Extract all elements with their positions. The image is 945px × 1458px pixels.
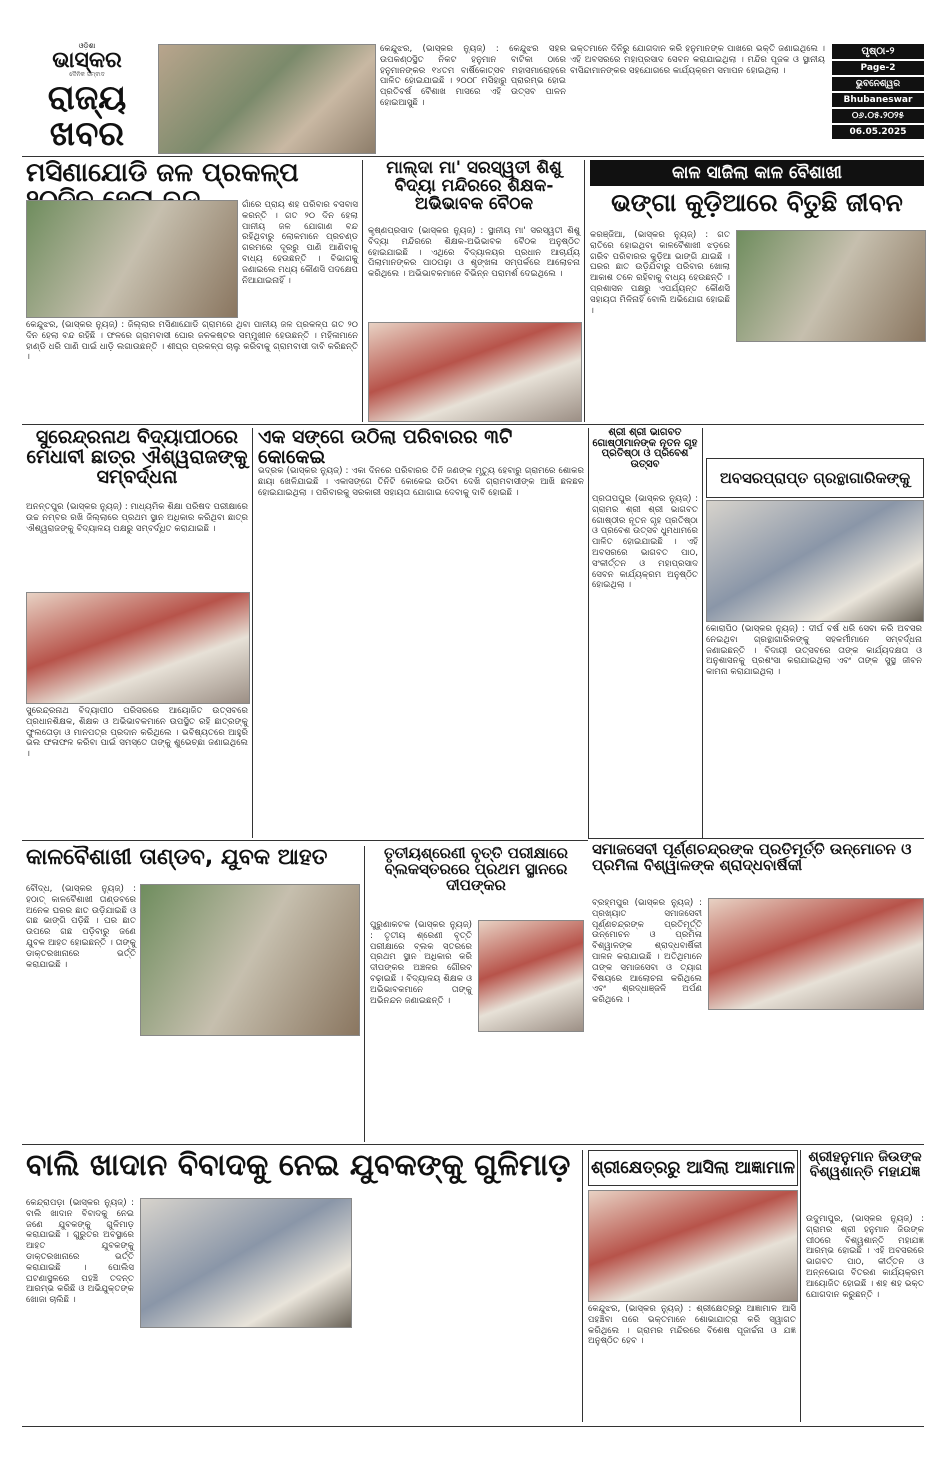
text-saraswati-p: କୃଷ୍ଣପ୍ରସାଦ (ଭାସ୍କର ନ୍ୟୁଜ୍) : ସ୍ଥାନୀୟ ମା' ସରସ୍ୱତୀ ଶିଶୁ ବିଦ୍ୟା ମନ୍ଦିରରେ ଶିକ୍ଷକ-ଅଭିଭାବକ ବୈଠକ ଅନୁଷ୍ଠିତ ହୋଇଯାଇଛି । ଏଥିରେ ବିଦ୍ୟାଳୟର ପ୍ରଧାନ ଆଚାର୍ଯ୍ୟ ପିଲାମାନଙ୍କର ପାଠପଢ଼ା ଓ ଶୃଙ୍ଖଳା ସମ୍ପର୍କରେ ଆଲୋଚନା କରିଥିଲେ । ଅଭିଭାବକମାନେ ବିଭିନ୍ନ ପରାମର୍ଶ ଦେଇଥିଲେ ।: [368, 226, 580, 280]
divider: [588, 838, 924, 839]
headline-tandava: କାଳବୈଶାଖୀ ତାଣ୍ଡବ, ଯୁବକ ଆହତ: [26, 845, 328, 870]
text-dipankar-p: ପୁରୁଣାକଟକ (ଭାସ୍କର ନ୍ୟୁଜ୍) : ତୃତୀୟ ଶ୍ରେଣୀ ବୃତ୍ତି ପରୀକ୍ଷାରେ ବ୍ଲକ ସ୍ତରରେ ପ୍ରଥମ ସ୍ଥାନ ଅଧିକାର କରି ଦୀପଙ୍କର ଅଞ୍ଚଳର ଗୌରବ ବଢ଼ାଇଛି । ବିଦ୍ୟାଳୟ ଶିକ୍ଷକ ଓ ଅଭିଭାବକମାନେ ତାଙ୍କୁ ଅଭିନନ୍ଦନ ଜଣାଇଛନ୍ତି ।: [370, 920, 472, 1006]
headline-ajnyamala: ଶ୍ରୀକ୍ଷେତ୍ରରୁ ଆସିଲା ଆଜ୍ଞାମାଳ: [588, 1150, 798, 1186]
text-surendranath-top: [26, 502, 248, 588]
page-info-box: [832, 44, 924, 154]
headline-bali: ବାଲି ଖାଦାନ ବିବାଦକୁ ନେଇ ଯୁବକଙ୍କୁ ଗୁଳିମାଡ଼: [26, 1148, 571, 1183]
brand-small: ଓଡ଼ିଶା: [78, 42, 96, 50]
page-number-or: ପୃଷ୍ଠା-୨: [832, 44, 924, 59]
section-title-line1: ରାଜ୍ୟ: [47, 78, 127, 118]
divider: [22, 156, 924, 157]
date-en: 06.05.2025: [832, 125, 924, 139]
divider: [22, 1144, 924, 1145]
text-cocaine: [258, 466, 584, 836]
text-cocaine-p: ଭଦ୍ରକ (ଭାସ୍କର ନ୍ୟୁଜ୍) : ଏକା ଦିନରେ ପରିବାରର ତିନି ଜଣଙ୍କ ମୃତ୍ୟୁ ହେବାରୁ ଗ୍ରାମରେ ଶୋକର ଛାୟା ଖେଳିଯାଇଛି । ଏକାସଙ୍ଗେ ତିନିଟି କୋକେଇ ଉଠିବା ଦେଖି ଗ୍ରାମବାସୀଙ୍କ ଆଖି ଛଳଛଳ ହୋଇଯାଇଥିଲା । ପରିବାରକୁ ସରକାରୀ ସହାୟତା ଯୋଗାଇ ଦେବାକୁ ଦାବି ହୋଇଛି ।: [258, 466, 584, 498]
text-masinajodi-bottom-p: କେନ୍ଦୁଝର, (ଭାସ୍କର ନ୍ୟୁଜ୍) : ଜିଲ୍ଲାର ମସିଣାଯୋଡି ଗ୍ରାମରେ ଥିବା ପାନୀୟ ଜଳ ପ୍ରକଳ୍ପ ଗତ ୨୦ ଦିନ ହେଲା ବନ୍ଦ ରହିଛି । ଫଳରେ ଗ୍ରାମବାସୀ ଘୋର ଜଳକଷ୍ଟର ସମ୍ମୁଖୀନ ହେଉଛନ୍ତି । ମହିଳାମାନେ ହାଣ୍ଡି ଧରି ପାଣି ପାଇଁ ଧାଡ଼ି ଲଗାଉଛନ୍ତି । ଶୀଘ୍ର ପ୍ରକଳ୍ପ ଚାଲୁ କରିବାକୁ ଗ୍ରାମବାସୀ ଦାବି କରିଛନ୍ତି ।: [26, 320, 358, 363]
kicker-kalbaisakhi: କାଳ ସାଜିଲା କାଳ ବୈଶାଖୀ: [590, 160, 924, 186]
text-masinajodi-bottom: [26, 320, 358, 420]
headline-dipankar: ତୃତୀୟଶ୍ରେଣୀ ବୃତ୍ତି ପରୀକ୍ଷାରେ ବ୍ଲକସ୍ତରରେ ପ୍ରଥମ ସ୍ଥାନରେ ଦୀପଙ୍କର: [383, 844, 569, 894]
headline-librarian: ଅବସରପ୍ରାପ୍ତ ଗ୍ରନ୍ଥାଗାରିକଙ୍କୁ: [706, 458, 924, 498]
brand-logo: ଭାସ୍କର: [52, 48, 122, 73]
text-librarian: [706, 624, 922, 836]
divider: [702, 428, 703, 838]
text-saraswati: [368, 226, 580, 318]
photo-surendranath: [26, 592, 250, 704]
headline-cocaine: ଏକ ସଙ୍ଗେ ଉଠିଲା ପରିବାରର ୩ଟି କୋକେଇ: [258, 426, 513, 468]
photo-bali: [140, 1198, 352, 1328]
text-librarian-p: କୋରାପିଠ (ଭାସ୍କର ନ୍ୟୁଜ୍) : ଦୀର୍ଘ ବର୍ଷ ଧରି ସେବା କରି ଅବସର ନେଇଥିବା ଗ୍ରନ୍ଥାଗାରିକଙ୍କୁ ସହକର୍ମୀମାନେ ସମ୍ବର୍ଦ୍ଧନା ଜଣାଇଛନ୍ତି । ବିଦାୟୀ ଉତ୍ସବରେ ତାଙ୍କ କାର୍ଯ୍ୟଦକ୍ଷତା ଓ ଅନୁଶାସନକୁ ପ୍ରଶଂସା କରାଯାଇଥିଲା ଏବଂ ତାଙ୍କ ସୁସ୍ଥ ଜୀବନ କାମନା କରାଯାଇଥିଲା ।: [706, 624, 922, 678]
text-surendranath-top-p: ଅନନ୍ତପୁର (ଭାସ୍କର ନ୍ୟୁଜ୍) : ମାଧ୍ୟମିକ ଶିକ୍ଷା ପରିଷଦ ପରୀକ୍ଷାରେ ଉଚ୍ଚ ନମ୍ବର ରଖି ଜିଲ୍ଲାରେ ପ୍ରଥମ ସ୍ଥାନ ଅଧିକାର କରିଥିବା ଛାତ୍ର ଐଶ୍ୱରାଜଙ୍କୁ ବିଦ୍ୟାଳୟ ପକ୍ଷରୁ ସମ୍ବର୍ଦ୍ଧିତ କରାଯାଇଛି ।: [26, 502, 248, 534]
text-hanuman-p: ଉଦୁମାପୁର, (ଭାସ୍କର ନ୍ୟୁଜ୍) : ଗ୍ରାମର ଶ୍ରୀ ହନୁମାନ ଜିଉଙ୍କ ପୀଠରେ ବିଶ୍ୱଶାନ୍ତି ମହାଯଜ୍ଞ ଆରମ୍ଭ ହୋଇଛି । ଏହି ଅବସରରେ ଭାଗବତ ପାଠ, କୀର୍ତ୍ତନ ଓ ଅନ୍ନଭୋଗ ବିତରଣ କାର୍ଯ୍ୟକ୍ରମ ଆୟୋଜିତ ହୋଇଛି । ଶହ ଶହ ଭକ୍ତ ଯୋଗଦାନ କରୁଛନ୍ତି ।: [806, 1214, 924, 1300]
photo-saraswati: [368, 322, 582, 422]
divider: [252, 428, 253, 838]
headline-hanuman: ଶ୍ରୀହନୁମାନ ଜିଉଙ୍କ ବିଶ୍ୱଶାନ୍ତି ମହାଯଜ୍ଞ: [808, 1149, 922, 1180]
text-kalbaisakhi-p: କରଞ୍ଜିଆ, (ଭାସ୍କର ନ୍ୟୁଜ୍) : ଗତ ରାତିରେ ହୋଇଥିବା କାଳବୈଶାଖୀ ଝଡ଼ରେ ଗରିବ ପରିବାରର କୁଡ଼ିଆ ଭାଙ୍ଗି ଯାଇଛି । ଘରର ଛାତ ଉଡ଼ିଯିବାରୁ ପରିବାର ଖୋଲା ଆକାଶ ତଳେ ରହିବାକୁ ବାଧ୍ୟ ହେଉଛନ୍ତି । ପ୍ରଶାସନ ପକ୍ଷରୁ ଏପର୍ଯ୍ୟନ୍ତ କୌଣସି ସହାୟତା ମିଳିନାହିଁ ବୋଲି ଅଭିଯୋଗ ହୋଇଛି ।: [590, 230, 730, 316]
divider: [800, 1150, 801, 1422]
top-story-text-2: ଭକ୍ତମାନେ ଦିନିରୁ ଯୋଗଦାନ କରି ହନୁମାନଙ୍କ ପାଖରେ ଭକ୍ତି ଜଣାଇଥିଲେ । ଏହି ଅବସରରେ ମହାପ୍ରସାଦ ସେବନ କରାଯାଇଥିଲା । ମନ୍ଦିର ପୂଜକ ଓ ସ୍ଥାନୀୟ ବାସିନ୍ଦାମାନଙ୍କର ସହଯୋଗରେ କାର୍ଯ୍ୟକ୍ରମ ସମାପନ ହୋଇଥିଲା ।: [570, 44, 825, 76]
divider: [588, 428, 589, 838]
photo-ajnyamala: [588, 1190, 798, 1302]
photo-tandava: [140, 884, 360, 1036]
headline-surendranath: ସୁରେନ୍ଦ୍ରନାଥ ବିଦ୍ୟାପୀଠରେ ମେଧାବୀ ଛାତ୍ର ଐଶ୍ୱରାଜଙ୍କୁ ସମ୍ବର୍ଦ୍ଧନା: [26, 426, 248, 488]
brand-tag: ଦୈନିକ ସମ୍ବାଦ: [69, 71, 105, 78]
text-kalbaisakhi: [590, 230, 730, 420]
text-bali-p: କେନ୍ଦ୍ରାପଡ଼ା (ଭାସ୍କର ନ୍ୟୁଜ୍) : ବାଲି ଖାଦାନ ବିବାଦକୁ ନେଇ ଜଣେ ଯୁବକଙ୍କୁ ଗୁଳିମାଡ଼ କରାଯାଇଛି । ଗୁରୁତର ଅବସ୍ଥାରେ ଆହତ ଯୁବକଙ୍କୁ ଡାକ୍ତରଖାନାରେ ଭର୍ତ୍ତି କରାଯାଇଛି । ପୋଲିସ ଘଟଣାସ୍ଥଳରେ ପହଞ୍ଚି ତଦନ୍ତ ଆରମ୍ଭ କରିଛି ଓ ଅଭିଯୁକ୍ତଙ୍କ ଖୋଜା ଚାଲିଛି ।: [26, 1198, 134, 1306]
city-or: ଭୁବନେଶ୍ୱର: [832, 77, 924, 91]
top-story-col2: [570, 44, 825, 152]
divider: [22, 424, 924, 425]
headline-statue: ସମାଜସେବୀ ପୂର୍ଣ୍ଣଚନ୍ଦ୍ରଙ୍କ ପ୍ରତିମୂର୍ତ୍ତି ଉନ୍ମୋଚନ ଓ ପ୍ରମିଳା ବିଶ୍ୱାଳଙ୍କ ଶ୍ରାଦ୍ଧବାର୍ଷିକୀ: [592, 840, 912, 874]
text-statue: [592, 898, 702, 1142]
headline-kalbaisakhi: ଭଙ୍ଗା କୁଡ଼ିଆରେ ବିତୁଛି ଜୀବନ: [611, 188, 903, 217]
top-story-col1: [380, 44, 566, 152]
text-ajnyamala-p: କେନ୍ଦୁଝର, (ଭାସ୍କର ନ୍ୟୁଜ୍) : ଶ୍ରୀକ୍ଷେତ୍ରରୁ ଆଜ୍ଞାମାଳ ଆସି ପହଞ୍ଚିବା ପରେ ଭକ୍ତମାନେ ଶୋଭାଯାତ୍ରା କରି ସ୍ୱାଗତ କରିଥିଲେ । ଗ୍ରାମର ମନ୍ଦିରରେ ବିଶେଷ ପୂଜାର୍ଚ୍ଚନା ଓ ଯଜ୍ଞ ଅନୁଷ୍ଠିତ ହେବ ।: [588, 1304, 796, 1347]
masthead: [22, 42, 152, 152]
text-tandava: [26, 884, 136, 1140]
divider: [584, 160, 585, 422]
text-dipankar: [370, 920, 472, 1140]
section-title-line2: ଖବର: [49, 114, 125, 154]
text-surendranath-bottom: [26, 706, 248, 836]
photo-dipankar: [478, 920, 584, 1032]
text-gosthi: [592, 494, 698, 838]
headline-saraswati: ମାଲ୍ଦା ମା' ସରସ୍ୱତୀ ଶିଶୁ ବିଦ୍ୟା ମନ୍ଦିରରେ ଶିକ୍ଷକ-ଅଭିଭାବକ ବୈଠକ: [386, 158, 562, 214]
divider: [22, 840, 588, 841]
date-or: ୦୬.୦୫.୨୦୨୫: [832, 109, 924, 123]
text-gosthi-p: ପ୍ରତାପପୁର (ଭାସ୍କର ନ୍ୟୁଜ୍) : ଗ୍ରାମର ଶ୍ରୀ ଶ୍ରୀ ଭାଗବତ ଗୋଷ୍ଠୀର ନୂତନ ଗୃହ ପ୍ରତିଷ୍ଠା ଓ ପ୍ରବେଶ ଉତ୍ସବ ଧୁମଧାମରେ ପାଳିତ ହୋଇଯାଇଛି । ଏହି ଅବସରରେ ଭାଗବତ ପାଠ, ସଂକୀର୍ତ୍ତନ ଓ ମହାପ୍ରସାଦ ସେବନ କାର୍ଯ୍ୟକ୍ରମ ଅନୁଷ୍ଠିତ ହୋଇଥିଲା ।: [592, 494, 698, 591]
text-surendranath-bottom-p: ସୁରେନ୍ଦ୍ରନାଥ ବିଦ୍ୟାପୀଠ ପରିସରରେ ଆୟୋଜିତ ଉତ୍ସବରେ ପ୍ରଧାନଶିକ୍ଷକ, ଶିକ୍ଷକ ଓ ଅଭିଭାବକମାନେ ଉପସ୍ଥିତ ରହି ଛାତ୍ରଙ୍କୁ ଫୁଲତୋଡ଼ା ଓ ମାନପତ୍ର ପ୍ରଦାନ କରିଥିଲେ । ଭବିଷ୍ୟତରେ ଆହୁରି ଭଲ ଫଳାଫଳ କରିବା ପାଇଁ ସମସ୍ତେ ତାଙ୍କୁ ଶୁଭେଚ୍ଛା ଜଣାଇଥିଲେ ।: [26, 706, 248, 760]
top-story-photo: [158, 44, 376, 154]
top-story-text-1: କେନ୍ଦୁଝର, (ଭାସ୍କର ନ୍ୟୁଜ୍) : କେନ୍ଦୁଝର ସହର ଉପକଣ୍ଠସ୍ଥିତ ନିକଟ ହନୁମାନ ବାଟିକା ଠାରେ ହନୁମାନଙ୍କର ୧୪ତମ ବାର୍ଷିକୋତ୍ସବ ମହାସମାରୋହରେ ପାଳିତ ହୋଇଯାଇଛି । ୨୦୦୮ ମସିହାରୁ ପ୍ରାରମ୍ଭ ହୋଇ ପ୍ରତିବର୍ଷ ବୈଶାଖ ମାସରେ ଏହି ଉତ୍ସବ ପାଳନ ହୋଇଆସୁଛି ।: [380, 44, 566, 108]
city-en: Bhubaneswar: [832, 93, 924, 107]
divider: [582, 1150, 583, 1422]
divider: [362, 160, 363, 422]
divider: [22, 1426, 924, 1427]
text-masinajodi-right: [242, 200, 358, 316]
text-masinajodi-right-p: ଗାଁରେ ପ୍ରାୟ ଶହ ପରିବାର ବସବାସ କରନ୍ତି । ଗତ ୨୦ ଦିନ ହେଲା ପାନୀୟ ଜଳ ଯୋଗାଣ ବନ୍ଦ ରହିଥିବାରୁ ଲୋକମାନେ ପ୍ରଚଣ୍ଡ ଗରମରେ ଦୂରରୁ ପାଣି ଆଣିବାକୁ ବାଧ୍ୟ ହେଉଛନ୍ତି । ବିଭାଗକୁ ଜଣାଇଲେ ମଧ୍ୟ କୌଣସି ପଦକ୍ଷେପ ନିଆଯାଇନାହିଁ ।: [242, 200, 358, 286]
headline-gosthi: ଶ୍ରୀ ଶ୍ରୀ ଭାଗବତ ଗୋଷ୍ଠୀମାନଙ୍କ ନୂତନ ଗୃହ ପ୍ରତିଷ୍ଠା ଓ ପ୍ରବେଶ ଉତ୍ସବ: [592, 427, 698, 470]
headline-masinajodi: ମସିଣାଯୋଡି ଜଳ ପ୍ରକଳ୍ପ: [26, 158, 299, 188]
photo-masinajodi: [26, 200, 238, 318]
text-hanuman: [806, 1214, 924, 1420]
page-number-en: Page-2: [832, 61, 924, 75]
divider: [364, 846, 365, 1142]
photo-librarian: [706, 500, 924, 622]
text-ajnyamala: [588, 1304, 796, 1420]
photo-kalbaisakhi: [736, 230, 926, 342]
text-statue-p: ବ୍ରହ୍ମପୁର (ଭାସ୍କର ନ୍ୟୁଜ୍) : ପ୍ରଖ୍ୟାତ ସମାଜସେବୀ ପୂର୍ଣ୍ଣଚନ୍ଦ୍ରଙ୍କ ପ୍ରତିମୂର୍ତ୍ତି ଉନ୍ମୋଚନ ଓ ପ୍ରମିଳା ବିଶ୍ୱାଳଙ୍କ ଶ୍ରାଦ୍ଧବାର୍ଷିକୀ ପାଳନ କରାଯାଇଛି । ଅତିଥିମାନେ ତାଙ୍କ ସମାଜସେବା ଓ ତ୍ୟାଗ ବିଷୟରେ ଆଲୋଚନା କରିଥିଲେ ଏବଂ ଶ୍ରଦ୍ଧାଞ୍ଜଳି ଅର୍ପଣ କରିଥିଲେ ।: [592, 898, 702, 1006]
text-bali: [26, 1198, 134, 1418]
photo-statue: [708, 898, 924, 1010]
text-tandava-p: ବୌଦ୍ଧ, (ଭାସ୍କର ନ୍ୟୁଜ୍) : ହଠାତ୍ କାଳବୈଶାଖୀ ତାଣ୍ଡବରେ ଅନେକ ଘରର ଛାତ ଉଡ଼ିଯାଇଛି ଓ ଗଛ ଭାଙ୍ଗି ପଡ଼ିଛି । ଘର ଛାତ ଉପରେ ଗଛ ପଡ଼ିବାରୁ ଜଣେ ଯୁବକ ଆହତ ହୋଇଛନ୍ତି । ତାଙ୍କୁ ଡାକ୍ତରଖାନାରେ ଭର୍ତ୍ତି କରାଯାଇଛି ।: [26, 884, 136, 970]
